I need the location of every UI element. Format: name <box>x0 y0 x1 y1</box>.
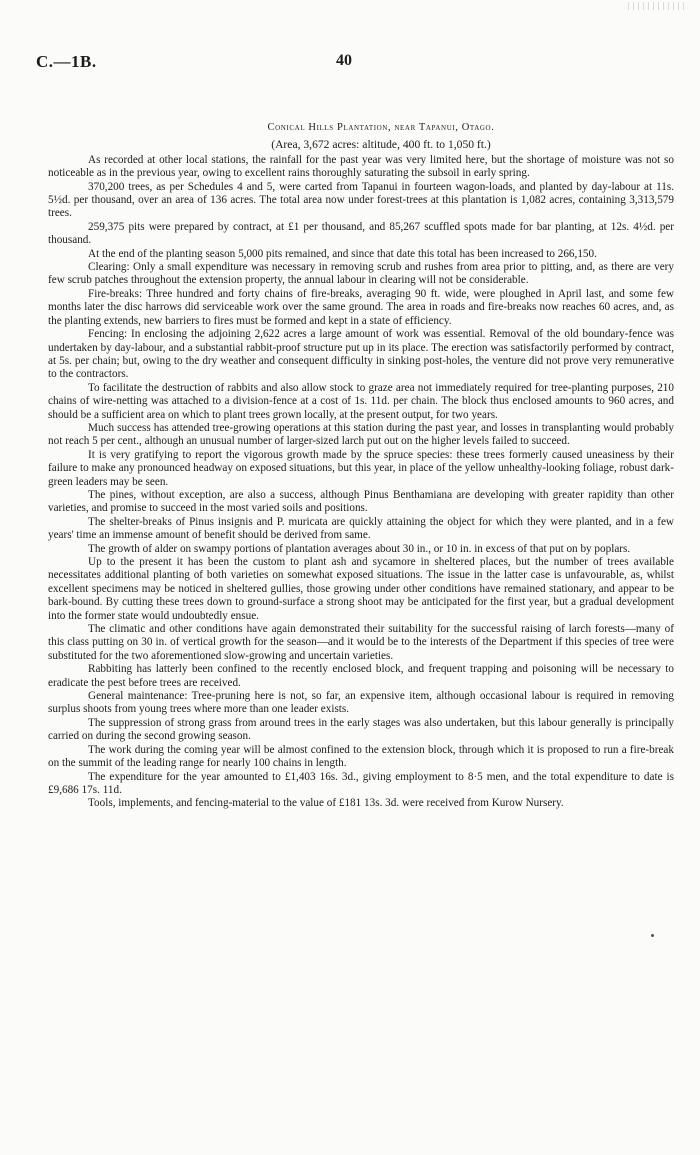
section-title: Conical Hills Plantation, near Tapanui, Otago. <box>267 122 495 133</box>
paragraph-fire-breaks: Fire-breaks: Three hundred and forty chains of fire-breaks, averaging 90 ft. wide, were ploughed in April last, and some few months later the disc harrows did serviceable work over the same ground. The area in roads and fire-breaks now reaches 60 acres, and, as the planting extends, new barriers to fires must be formed and kept in a state of efficiency. <box>48 287 674 327</box>
paragraph-trees-planted: 370,200 trees, as per Schedules 4 and 5, were carted from Tapanui in fourteen wagon-loads, and planted by day-labour at 11s. 5½d. per thousand, over an area of 136 acres. The total area now under forest-trees at this plantation is 1,082 acres, containing 3,313,579 trees. <box>48 180 674 220</box>
paragraph-shelter-breaks: The shelter-breaks of Pinus insignis and P. muricata are quickly attaining the object for which they were planted, and in a few years' time an immense amount of benefit should be derived from same. <box>48 515 674 542</box>
paragraph-tree-growing: Much success has attended tree-growing operations at this station during the past year, and losses in transplanting would probably not reach 5 per cent., although an unusual number of larger-sized larch put out on the higher levels failed to succeed. <box>48 421 674 448</box>
paragraph-coming-year: The work during the coming year will be almost confined to the extension block, through which it is proposed to run a fire-break on the summit of the leading range for nearly 100 chains in length. <box>48 743 674 770</box>
paragraph-tools: Tools, implements, and fencing-material to the value of £181 13s. 3d. were received from Kurow Nursery. <box>88 797 564 810</box>
document-reference: C.—1B. <box>36 52 97 71</box>
paragraph-ash-sycamore: Up to the present it has been the custom to plant ash and sycamore in sheltered places, but the number of trees available necessitates additional planting of both varieties on somewhat exposed situations. The issue in the latter case is unfavourable, as, whilst excellent specimens may be noticed in sheltered gullies, those growing under other conditions have remained stationary, and appear to be bark-bound. By cutting these trees down to ground-surface a strong shoot may be anticipated for the first year, but a gradual development into the former state would undoubtedly ensue. <box>48 556 674 622</box>
paragraph-grass-suppression: The suppression of strong grass from around trees in the early stages was also undertaken, but this labour generally is principally carried on during the second growing season. <box>48 716 674 743</box>
margin-mark <box>651 934 654 937</box>
paragraph-wire-netting: To facilitate the destruction of rabbits and also allow stock to graze area not immediately required for tree-planting purposes, 210 chains of wire-netting was attached to a division-fence at a cost of 1s. 11d. per chain. The block thus enclosed amounts to 960 acres, and should be a sufficient area on which to plant trees grown locally, at the present output, for two years. <box>48 381 674 421</box>
paragraph-clearing: Clearing: Only a small expenditure was necessary in removing scrub and rushes from area prior to pitting, and, as there are very few scrub patches throughout the extension property, the annual labour in clearing will not be considerable. <box>48 261 674 287</box>
paragraph-rabbiting: Rabbiting has latterly been confined to the recently enclosed block, and frequent trapping and poisoning will be necessary to eradicate the pest before trees are received. <box>48 663 674 689</box>
paragraph-alder: The growth of alder on swampy portions of plantation averages about 30 in., or 10 in. in excess of that put on by poplars. <box>88 542 631 555</box>
report-body <box>48 121 674 811</box>
paragraph-spruce: It is very gratifying to report the vigorous growth made by the spruce species: these trees formerly caused uneasiness by their failure to make any pronounced headway on exposed situations, but this year, in place of the yellow unhealthy-looking foliage, robust dark-green leaders may be seen. <box>48 448 674 488</box>
paragraph-pits-prepared: 259,375 pits were prepared by contract, at £1 per thousand, and 85,267 scuffled spots made for bar planting, at 12s. 4½d. per thousand. <box>48 220 674 247</box>
paragraph-pits-remaining: At the end of the planting season 5,000 pits remained, and since that date this total has been increased to 266,150. <box>88 247 597 260</box>
page-number: 40 <box>336 52 352 69</box>
paragraph-fencing: Fencing: In enclosing the adjoining 2,622 acres a large amount of work was essential. Removal of the old boundary-fence was undertaken by day-labour, and a substantial rabbit-proof structure put up in its place. The erection was satisfactorily performed by contract, at 5s. per chain; but, owing to the dry weather and consequent difficulty in sinking post-holes, the venture did not prove very remunerative to the contractors. <box>48 328 674 381</box>
scan-speck <box>628 2 688 10</box>
paragraph-expenditure: The expenditure for the year amounted to £1,403 16s. 3d., giving employment to 8·5 men, and the total expenditure to date is £9,686 17s. 11d. <box>48 770 674 796</box>
paragraph-rainfall: As recorded at other local stations, the rainfall for the past year was very limited here, but the shortage of moisture was not so noticeable as in the previous year, owing to excellent rains thoroughly saturating the subsoil in early spring. <box>48 153 674 180</box>
paragraph-maintenance: General maintenance: Tree-pruning here is not, so far, an expensive item, although occasional labour is required in removing surplus shoots from young trees where more than one leader exists. <box>48 690 674 716</box>
paragraph-pines: The pines, without exception, are also a success, although Pinus Benthamiana are developing with greater rapidity than other varieties, and promise to succeed in the most varied soils and positions. <box>48 488 674 515</box>
page-header <box>36 52 664 76</box>
section-subtitle: (Area, 3,672 acres: altitude, 400 ft. to 1,050 ft.) <box>271 138 491 152</box>
paragraph-larch: The climatic and other conditions have again demonstrated their suitability for the successful raising of larch forests—many of this class putting on 30 in. of vertical growth for the season—and it would be to the interests of the Department if this species of tree were substituted for the two aforementioned slow-growing and uncertain varieties. <box>48 623 674 662</box>
